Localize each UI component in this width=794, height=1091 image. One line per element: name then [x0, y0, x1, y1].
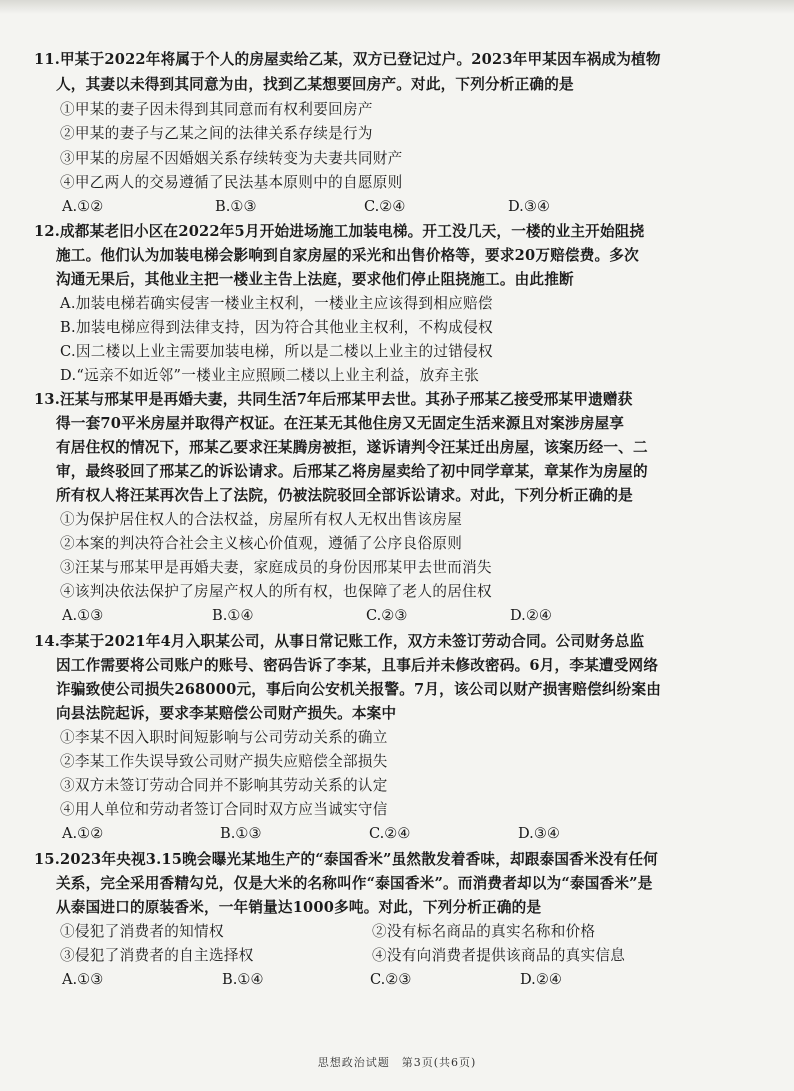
q14-stem-line-3: 诈骗致使公司损失268000元，事后向公安机关报警。7月，该公司以财产损害赔偿纠纷案由	[56, 681, 662, 698]
q14-choice-a[interactable]: A.①②	[62, 825, 104, 842]
q11-stem-line-1: 11.甲某于2022年将属于个人的房屋卖给乙某，双方已登记过户。2023年甲某因车祸成为植物	[34, 51, 661, 68]
q14-stem-line-2: 因工作需要将公司账户的账号、密码告诉了李某，且事后并未修改密码。6月，李某遭受网络	[56, 657, 659, 674]
q11-statement-1: ①甲某的妻子因未得到其同意而有权利要回房产	[60, 101, 373, 118]
q13-statement-3: ③汪某与邢某甲是再婚夫妻，家庭成员的身份因邢某甲去世而消失	[60, 559, 492, 576]
q13-stem-line-4: 审，最终驳回了邢某乙的诉讼请求。后邢某乙将房屋卖给了初中同学章某，章某作为房屋的	[56, 463, 648, 480]
q13-choice-a[interactable]: A.①③	[62, 607, 104, 624]
q13-stem-line-5: 所有权人将汪某再次告上了法院，仍被法院驳回全部诉讼请求。对此，下列分析正确的是	[56, 487, 633, 504]
q11-choice-c[interactable]: C.②④	[364, 198, 406, 215]
q12-option-a[interactable]: A.加装电梯若确实侵害一楼业主权利，一楼业主应该得到相应赔偿	[60, 295, 493, 312]
q11-choice-a[interactable]: A.①②	[62, 198, 104, 215]
q12-stem-line-3: 沟通无果后，其他业主把一楼业主告上法庭，要求他们停止阻挠施工。由此推断	[56, 271, 574, 288]
q15-choice-d[interactable]: D.②④	[520, 971, 562, 988]
q11-statement-3: ③甲某的房屋不因婚姻关系存续转变为夫妻共同财产	[60, 150, 403, 167]
q13-stem-line-2: 得一套70平米房屋并取得产权证。在汪某无其他住房又无固定生活来源且对案涉房屋享	[56, 415, 625, 432]
q15-statement-2: ②没有标名商品的真实名称和价格	[372, 923, 596, 940]
q15-statement-4: ④没有向消费者提供该商品的真实信息	[372, 947, 626, 964]
q11-statement-4: ④甲乙两人的交易遵循了民法基本原则中的自愿原则	[60, 174, 403, 191]
q15-statement-3: ③侵犯了消费者的自主选择权	[60, 947, 254, 964]
q12-option-b[interactable]: B.加装电梯应得到法律支持，因为符合其他业主权利，不构成侵权	[60, 319, 493, 336]
q15-choice-b[interactable]: B.①④	[222, 971, 264, 988]
q13-choice-b[interactable]: B.①④	[212, 607, 254, 624]
q11-statement-2: ②甲某的妻子与乙某之间的法律关系存续是行为	[60, 125, 373, 142]
q13-choice-c[interactable]: C.②③	[366, 607, 408, 624]
q14-choice-c[interactable]: C.②④	[369, 825, 411, 842]
q13-stem-line-1: 13.汪某与邢某甲是再婚夫妻，共同生活7年后邢某甲去世。其孙子邢某乙接受邢某甲遗赠获	[34, 391, 633, 408]
q15-choices	[62, 970, 762, 990]
q13-choice-d[interactable]: D.②④	[510, 607, 552, 624]
q13-statement-4: ④该判决依法保护了房屋产权人的所有权，也保障了老人的居住权	[60, 583, 492, 600]
q15-stem-line-3: 从泰国进口的原装香米，一年销量达1000多吨。对此，下列分析正确的是	[56, 899, 542, 916]
q14-statement-4: ④用人单位和劳动者签订合同时双方应当诚实守信	[60, 801, 388, 818]
q15-stem-line-1: 15.2023年央视3.15晚会曝光某地生产的“泰国香米”虽然散发着香味，却跟泰国香米没有任何	[34, 851, 658, 868]
q12-option-c[interactable]: C.因二楼以上业主需要加装电梯，所以是二楼以上业主的过错侵权	[60, 343, 493, 360]
page-footer: 思想政治试题 第3页(共6页)	[317, 1056, 477, 1069]
q14-stem-line-1: 14.李某于2021年4月入职某公司，从事日常记账工作，双方未签订劳动合同。公司财务总监	[34, 633, 645, 650]
q14-choice-d[interactable]: D.③④	[518, 825, 560, 842]
q11-choice-d[interactable]: D.③④	[508, 198, 550, 215]
q12-option-d[interactable]: D.“远亲不如近邻”一楼业主应照顾二楼以上业主利益，放弃主张	[60, 367, 480, 384]
q14-statement-2: ②李某工作失误导致公司财产损失应赔偿全部损失	[60, 753, 388, 770]
q12-stem-line-1: 12.成都某老旧小区在2022年5月开始进场施工加装电梯。开工没几天，一楼的业主开始阻挠	[34, 223, 645, 240]
scan-edge-shadow	[0, 0, 794, 14]
q14-choice-b[interactable]: B.①③	[220, 825, 262, 842]
q11-choices	[62, 197, 762, 217]
q14-choices	[62, 824, 762, 844]
q15-statement-1: ①侵犯了消费者的知情权	[60, 923, 224, 940]
q13-statement-1: ①为保护居住权人的合法权益，房屋所有权人无权出售该房屋	[60, 511, 463, 528]
q11-choice-b[interactable]: B.①③	[215, 198, 257, 215]
q13-stem-line-3: 有居住权的情况下，邢某乙要求汪某腾房被拒，遂诉请判令汪某迁出房屋，该案历经一、二	[56, 439, 648, 456]
q13-statement-2: ②本案的判决符合社会主义核心价值观，遵循了公序良俗原则	[60, 535, 463, 552]
q11-stem-line-2: 人，其妻以未得到其同意为由，找到乙某想要回房产。对此，下列分析正确的是	[56, 76, 574, 93]
q14-statement-3: ③双方未签订劳动合同并不影响其劳动关系的认定	[60, 777, 388, 794]
q12-stem-line-2: 施工。他们认为加装电梯会影响到自家房屋的采光和出售价格等，要求20万赔偿费。多次	[56, 247, 639, 264]
q15-choice-c[interactable]: C.②③	[370, 971, 412, 988]
q15-stem-line-2: 关系，完全采用香精勾兑，仅是大米的名称叫作“泰国香米”。而消费者却以为“泰国香米”是	[56, 875, 653, 892]
q14-stem-line-4: 向县法院起诉，要求李某赔偿公司财产损失。本案中	[56, 705, 397, 722]
q14-statement-1: ①李某不因入职时间短影响与公司劳动关系的确立	[60, 729, 388, 746]
q13-choices	[62, 606, 762, 626]
q15-choice-a[interactable]: A.①③	[62, 971, 104, 988]
